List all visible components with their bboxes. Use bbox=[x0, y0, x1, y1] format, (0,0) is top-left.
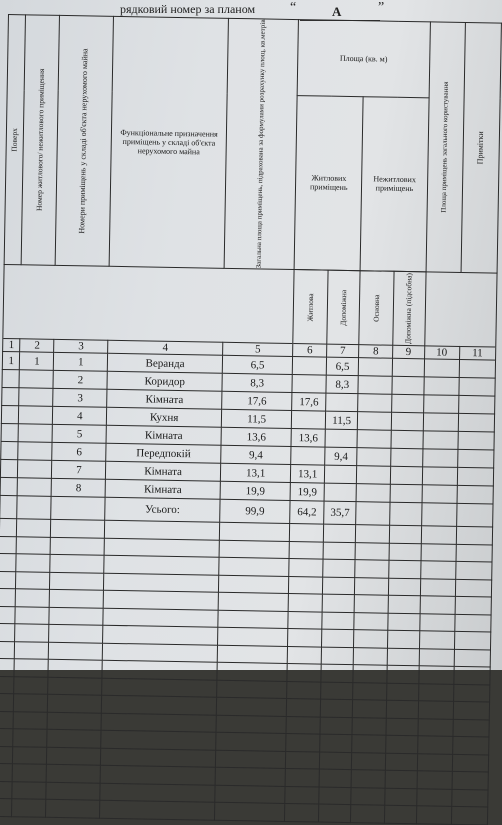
cell-empty bbox=[424, 359, 459, 378]
cell-c6 bbox=[292, 411, 326, 430]
cell-c3: 7 bbox=[52, 461, 106, 480]
cell-c5: 13,6 bbox=[221, 428, 291, 447]
col-number: 7 bbox=[327, 344, 360, 358]
col-number: 11 bbox=[459, 347, 496, 361]
cell-c1: 1 bbox=[2, 352, 20, 370]
cell-empty bbox=[422, 467, 457, 486]
cell-empty bbox=[390, 467, 422, 486]
col-floor-header: Поверх bbox=[4, 15, 26, 265]
col-number: 3 bbox=[54, 340, 108, 354]
cell-c7 bbox=[324, 465, 357, 484]
cell-c5: 9,4 bbox=[221, 446, 291, 465]
col-main-header: Основна bbox=[359, 271, 394, 346]
cell-c1 bbox=[1, 424, 19, 442]
cell-c6 bbox=[292, 357, 326, 376]
cell-empty bbox=[423, 431, 458, 450]
quote-close: ” bbox=[378, 0, 385, 15]
col-number: 2 bbox=[20, 339, 54, 353]
cell-c5: 6,5 bbox=[222, 356, 292, 375]
total-auxiliary: 35,7 bbox=[324, 501, 357, 525]
col-total-area-header: Загальна площа приміщень, підрахована за формулами розрахунку площ, кв.метрів bbox=[224, 18, 299, 269]
col-unit-number-header: Номер житлового/ нежитлового приміщення bbox=[22, 15, 60, 265]
col-number: 1 bbox=[3, 339, 21, 352]
cell-empty bbox=[423, 413, 458, 432]
cell-c2 bbox=[18, 478, 52, 497]
cell-c2: 1 bbox=[20, 352, 54, 371]
col-number: 10 bbox=[424, 346, 459, 360]
subcolumn-row bbox=[3, 264, 497, 347]
cell-c5: 19,9 bbox=[220, 482, 290, 501]
cell-empty bbox=[358, 394, 392, 413]
cell-c3: 2 bbox=[53, 371, 107, 390]
cell-empty bbox=[392, 359, 424, 378]
cell-empty bbox=[458, 396, 495, 415]
cell-c4: Кімната bbox=[107, 390, 222, 410]
col-utility-header: Допоміжна (підсобна) bbox=[393, 271, 426, 346]
cell-empty bbox=[422, 485, 457, 504]
cell-empty bbox=[390, 485, 422, 504]
cell-c1 bbox=[0, 478, 18, 496]
cell-empty bbox=[423, 377, 458, 396]
cell-c3: 1 bbox=[54, 353, 108, 372]
cell-c2 bbox=[18, 442, 52, 461]
quote-open: “ bbox=[290, 0, 297, 15]
cell-c7: 11,5 bbox=[325, 411, 358, 430]
cell-empty bbox=[459, 360, 496, 379]
cell-c7: 6,5 bbox=[326, 357, 359, 376]
cell-c6: 13,1 bbox=[291, 465, 325, 484]
area-group-header: Площа (кв. м) bbox=[297, 20, 430, 98]
cell-empty bbox=[391, 413, 423, 432]
cell-c3: 4 bbox=[53, 407, 107, 426]
cell-c5: 8,3 bbox=[222, 374, 292, 393]
cell-empty bbox=[358, 412, 392, 431]
cell-c7 bbox=[326, 393, 359, 412]
cell-empty bbox=[457, 468, 494, 487]
cell-empty bbox=[458, 432, 495, 451]
cell-c4: Веранда bbox=[108, 354, 223, 374]
cell-empty bbox=[457, 450, 494, 469]
col-room-number-header: Номери приміщень у складі об'єкта нерухомого майна bbox=[56, 15, 114, 266]
col-number: 4 bbox=[108, 341, 223, 356]
cell-c3: 5 bbox=[52, 425, 106, 444]
cell-c3: 6 bbox=[52, 443, 106, 462]
header-row-1 bbox=[7, 15, 501, 99]
cell-c6 bbox=[291, 447, 325, 466]
cell-c1 bbox=[1, 406, 19, 424]
cell-empty bbox=[457, 486, 494, 505]
cell-c4: Кімната bbox=[106, 462, 221, 482]
cell-empty bbox=[357, 466, 391, 485]
cell-c6: 17,6 bbox=[292, 393, 326, 412]
cell-c6: 19,9 bbox=[290, 483, 324, 502]
total-living: 64,2 bbox=[290, 501, 324, 525]
col-number: 6 bbox=[293, 344, 327, 358]
col-number: 9 bbox=[393, 346, 425, 360]
cell-c2 bbox=[19, 370, 53, 389]
cell-c7 bbox=[325, 429, 358, 448]
cell-c6 bbox=[292, 375, 326, 394]
cell-c1 bbox=[1, 442, 19, 460]
cell-c7: 8,3 bbox=[326, 375, 359, 394]
cell-c5: 13,1 bbox=[220, 464, 290, 483]
cell-empty bbox=[392, 395, 424, 414]
cell-empty bbox=[359, 358, 393, 377]
cell-c4: Кімната bbox=[106, 426, 221, 446]
cell-c7: 9,4 bbox=[325, 447, 358, 466]
living-group-header: Житлових приміщень bbox=[294, 95, 363, 270]
plan-label: рядковий номер за планом bbox=[120, 2, 256, 16]
total-label: Усього: bbox=[105, 498, 220, 523]
col-purpose-header: Функціональне призначення приміщень у складі об'єкта нерухомого майна bbox=[109, 16, 228, 268]
col-living-header: Житлова bbox=[293, 269, 328, 344]
cell-c6: 13,6 bbox=[291, 429, 325, 448]
cell-c2 bbox=[18, 460, 52, 479]
cell-empty bbox=[458, 378, 495, 397]
cell-empty bbox=[392, 377, 424, 396]
cell-empty bbox=[358, 376, 392, 395]
cell-c7 bbox=[324, 483, 357, 502]
cell-c4: Кімната bbox=[105, 480, 220, 500]
cell-c4: Кухня bbox=[107, 408, 222, 428]
cell-c2 bbox=[19, 406, 53, 425]
cell-empty bbox=[423, 395, 458, 414]
total-area: 99,9 bbox=[220, 500, 291, 524]
cell-empty bbox=[458, 414, 495, 433]
cell-c2 bbox=[18, 424, 52, 443]
col-number: 8 bbox=[359, 345, 393, 359]
col-notes-header: Примітки bbox=[461, 22, 502, 272]
cell-c4: Передпокій bbox=[106, 444, 221, 464]
cell-c1 bbox=[0, 460, 18, 478]
cell-c1 bbox=[2, 388, 20, 406]
nonliving-group-header: Нежитлових приміщень bbox=[360, 97, 428, 272]
cell-c5: 11,5 bbox=[221, 410, 291, 429]
cell-empty bbox=[391, 449, 423, 468]
cell-c1 bbox=[2, 370, 20, 388]
cell-c4: Коридор bbox=[107, 372, 222, 392]
cell-empty bbox=[357, 448, 391, 467]
cell-c3: 8 bbox=[52, 479, 106, 498]
col-auxiliary-header: Допоміжна bbox=[327, 270, 361, 345]
cell-c2 bbox=[19, 388, 53, 407]
cell-empty bbox=[356, 484, 390, 503]
premises-table bbox=[0, 14, 502, 825]
col-number: 5 bbox=[223, 343, 293, 357]
cell-c5: 17,6 bbox=[222, 392, 292, 411]
col-common-area-header: Площа приміщень загального користування bbox=[426, 22, 465, 272]
cell-empty bbox=[422, 449, 457, 468]
plan-letter: А bbox=[332, 4, 342, 19]
cell-empty bbox=[357, 430, 391, 449]
cell-c3: 3 bbox=[53, 389, 107, 408]
cell-empty bbox=[391, 431, 423, 450]
